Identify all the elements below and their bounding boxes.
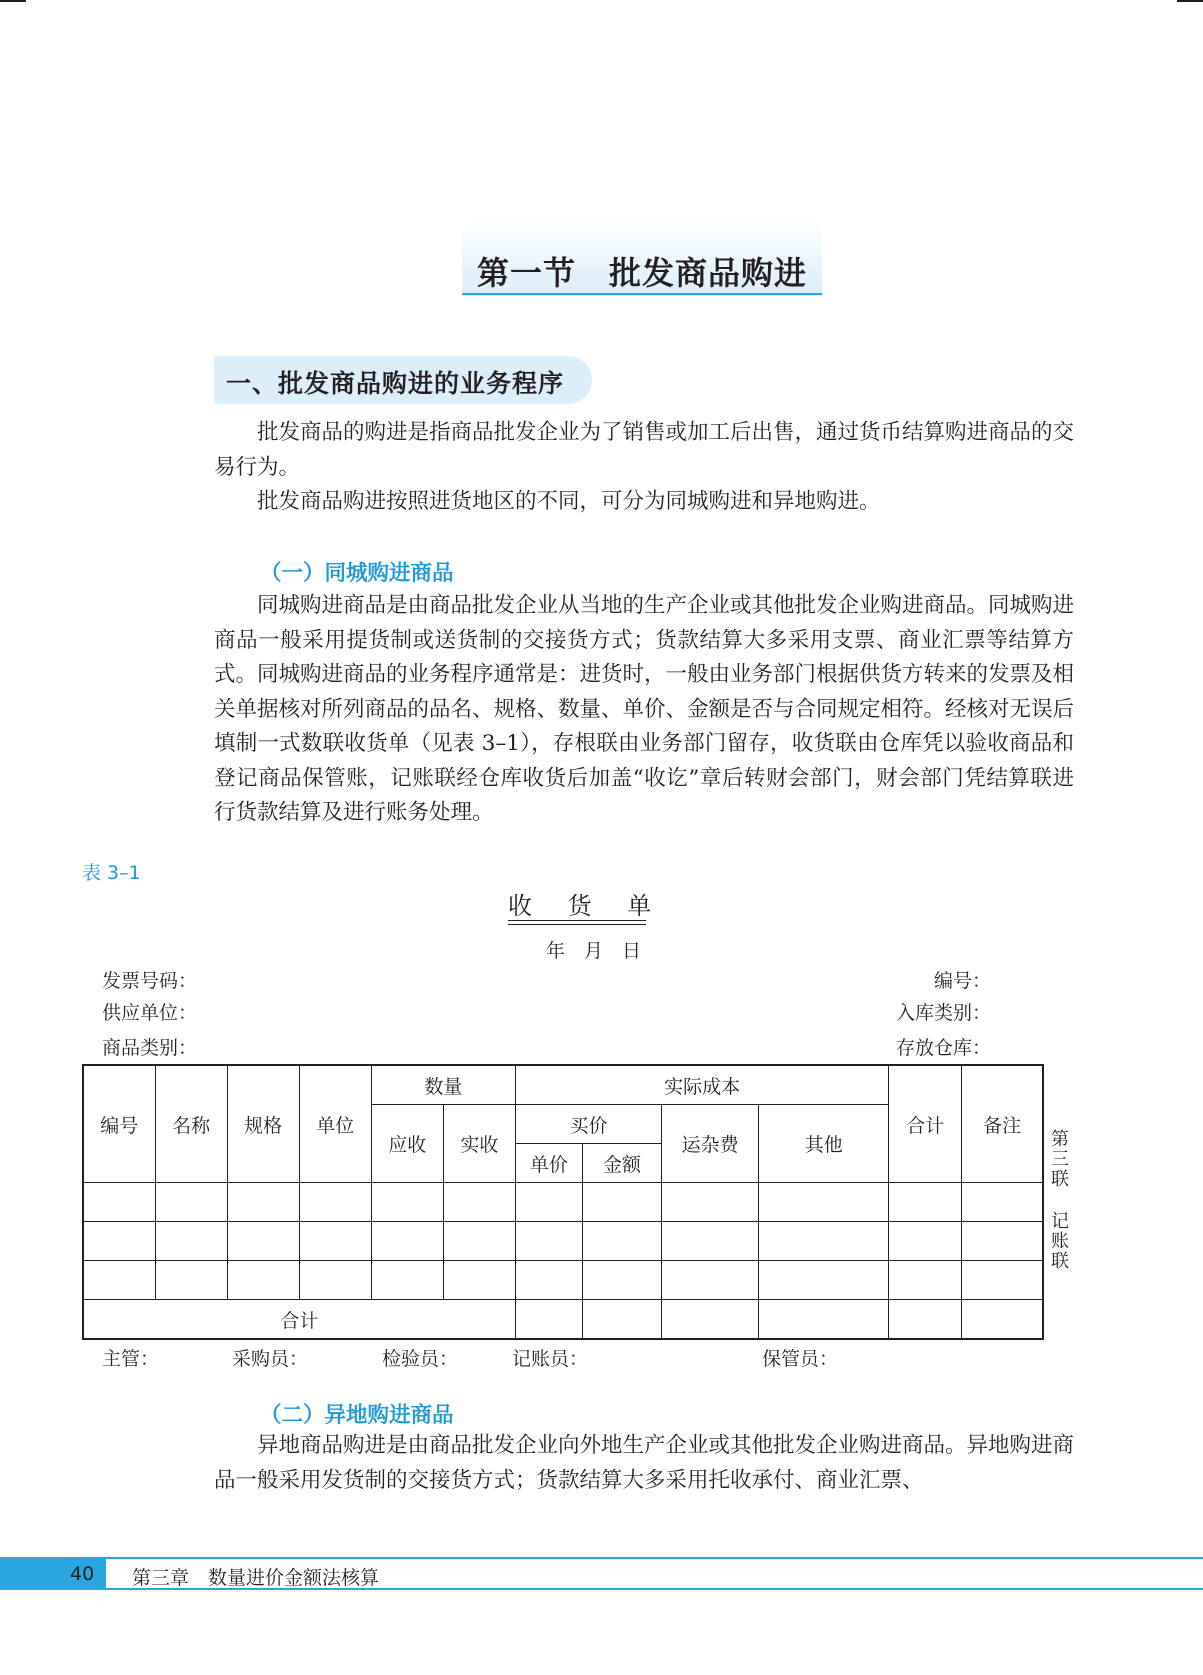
form-title-underline [508,920,646,921]
meta-invoice-no: 发票号码： [102,970,198,992]
signature-inspector: 检验员： [382,1348,459,1370]
side-note-char: 联 [1051,1251,1069,1272]
heading-1: 一、批发商品购进的业务程序 [226,369,565,398]
header-unit-price: 单价 [515,1144,582,1183]
crop-mark-right [1177,0,1203,2]
header-amount: 金额 [582,1144,661,1183]
signature-buyer: 采购员： [232,1348,309,1370]
side-note-copy-number [1050,1130,1070,1190]
table-label: 表 3–1 [82,862,141,884]
header-purchase-price: 买价 [515,1105,661,1144]
meta-storage-type: 入库类别： [896,1002,992,1024]
paragraph-2: 批发商品购进按照进货地区的不同，可分为同城购进和异地购进。 [257,489,881,514]
header-unit: 单位 [299,1065,371,1183]
side-note-char: 三 [1051,1149,1069,1170]
header-remark: 备注 [962,1065,1043,1183]
signature-keeper: 保管员： [762,1348,839,1370]
meta-warehouse: 存放仓库： [896,1037,992,1059]
header-freight: 运杂费 [662,1105,759,1183]
section-title: 第一节 批发商品购进 [476,254,807,292]
form-title: 收 货 单 [508,892,666,920]
section-title-underline [462,293,822,295]
header-total: 合计 [889,1065,962,1183]
paragraph-3: 同城购进商品是由商品批发企业从当地的生产企业或其他批发企业购进商品。同城购进商品一般采用提货制或送货制的交接货方式；货款结算大多采用支票、商业汇票等结算方式。同城购进商品的业务程序通常是：进货时，一般由业务部门根据供货方转来的发票及相关单据核对所列商品的品名、规格、数量、单价、金额是否与合同规定相符。经核对无误后填制一式数联收货单（见表 3–1），存根联由业务部门留存，收货联由仓库凭以验收商品和登记商品保管账，记账联经仓库收货后加盖“收讫”章后转财会部门，财会部门凭结算联进行货款结算及进行账务处理。 [214,593,1075,825]
subheading-1: （一）同城购进商品 [260,561,454,586]
footer-chapter: 第三章 数量进价金额法核算 [132,1567,380,1589]
meta-supplier: 供应单位： [102,1002,198,1024]
paragraph-4: 异地商品购进是由商品批发企业向外地生产企业或其他批发企业购进商品。异地购进商品一般采用发货制的交接货方式；货款结算大多采用托收承付、商业汇票、 [214,1433,1075,1493]
header-qty-due: 应收 [371,1105,443,1183]
signature-bookkeeper: 记账员： [512,1348,589,1370]
paragraph-1: 批发商品的购进是指商品批发企业为了销售或加工后出售，通过货币结算购进商品的交易行为。 [214,420,1075,480]
header-qty-actual: 实收 [443,1105,515,1183]
side-note-char: 第 [1051,1129,1069,1150]
table-row [83,1222,1043,1261]
meta-category: 商品类别： [102,1037,198,1059]
side-note-char: 联 [1051,1169,1069,1190]
form-date: 年 月 日 [546,940,642,962]
crop-mark-left [0,0,26,2]
meta-number: 编号： [934,970,992,992]
table-row [83,1183,1043,1222]
total-row-label: 合计 [83,1300,515,1340]
receiving-form-table [82,1064,1044,1340]
header-name: 名称 [155,1065,227,1183]
table-row [83,1261,1043,1300]
side-note-char: 账 [1051,1231,1069,1252]
form-title-underline-2 [508,924,646,925]
footer-rule-top [106,1557,1203,1559]
header-other: 其他 [759,1105,889,1183]
total-row [83,1300,1043,1340]
header-spec: 规格 [227,1065,299,1183]
page-number: 40 [70,1563,95,1585]
header-actual-cost: 实际成本 [515,1065,888,1105]
side-note-copy-name [1050,1212,1070,1272]
side-note-char: 记 [1051,1211,1069,1232]
signature-supervisor: 主管： [102,1348,160,1370]
subheading-2: （二）异地购进商品 [260,1403,454,1428]
header-id: 编号 [83,1065,155,1183]
header-qty: 数量 [371,1065,515,1105]
